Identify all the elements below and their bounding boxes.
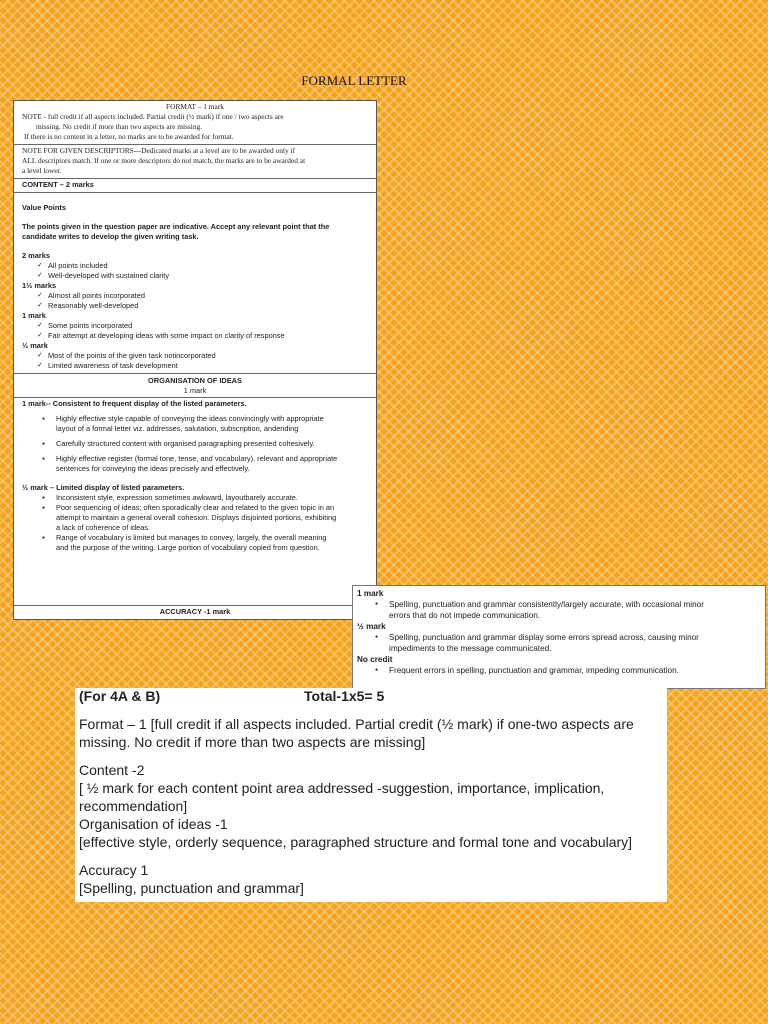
half-mark-item [22,503,368,533]
summary-organisation-line: Organisation of ideas -1 [79,816,228,832]
descriptor-line: ALL descriptors match. If one or more descriptors do not match, the marks are to be awarded at [22,156,306,165]
format-heading: FORMAT – 1 mark [166,102,224,111]
summary-left-heading: (For 4A & B) [79,688,161,704]
accuracy-heading: ACCURACY -1 mark [14,605,376,619]
item-line: impediments to the message communicated. [389,644,552,653]
summary-format-line: Format – 1 [full credit if all aspects included. Partial credit (½ mark) if one-two aspects are [79,716,634,732]
format-note-line: missing. No credit if more than two aspects are missing. [36,122,203,131]
organisation-section [14,397,376,553]
item-line: ● Spelling, punctuation and grammar consistently/largely accurate, with occasional minor [389,600,704,609]
descriptor-line: a level lower. [22,166,62,175]
content-level-label: 2 marks [22,251,50,260]
item-line: a lack of coherence of ideas. [56,523,151,532]
content-section [14,193,376,373]
item-line: ● Range of vocabulary is limited but manages to convey, largely, the overall meaning [56,533,327,542]
content-intro-line: candidate writes to develop the given writing task. [22,232,199,241]
item-line: ● Carefully structured content with organised paragraphing presented cohesively. [56,439,315,448]
descriptor-line: NOTE FOR GIVEN DESCRIPTORS---Dedicated marks at a level are to be awarded only if [22,146,296,155]
accuracy-panel [352,585,766,689]
item-line: attempt to maintain a general overall cohesion. Displays disjointed portions, exhibiting [56,513,337,522]
item-line: ● Highly effective register (formal tone, tense, and vocabulary), relevant and appropriate [56,454,338,463]
half-mark-item [22,533,368,553]
summary-total: Total-1x5= 5 [304,688,385,704]
content-level-item: ✓ Almost all points incorporated [22,291,368,301]
summary-content-line: Content -2 [79,762,145,778]
content-level-label: ½ mark [22,341,48,350]
content-level-item: ✓ Most of the points of the given task notincorporated [22,351,368,361]
summary-format-line: missing. No credit if more than two aspects are missing] [79,734,426,750]
item-line: ● Frequent errors in spelling, punctuation and grammar, impeding communication. [389,666,679,675]
item-line: sentences for conveying the ideas precisely and effectively. [56,464,250,473]
summary-content-line: [ ½ mark for each content point area addressed -suggestion, importance, implication, [79,780,605,796]
summary-panel [75,688,667,902]
content-heading: CONTENT – 2 marks [14,179,376,193]
content-level-item: ✓ Fair attempt at developing ideas with some impact on clarity of response [22,331,368,341]
one-mark-item [22,439,368,449]
accuracy-level-label: No credit [357,655,393,664]
summary-organisation-line: [effective style, orderly sequence, paragraphed structure and formal tone and vocabulary] [79,834,633,850]
content-level-item: ✓ Well-developed with sustained clarity [22,271,368,281]
organisation-subheading: 1 mark [183,386,207,395]
accuracy-level-label: ½ mark [357,622,386,631]
summary-accuracy-line: Accuracy 1 [79,862,149,878]
format-note-line: If there is no content in a letter, no marks are to be awarded for format. [24,132,234,141]
one-mark-item [22,414,368,434]
accuracy-level-item [357,665,761,676]
summary-accuracy-line: [Spelling, punctuation and grammar] [79,880,304,896]
item-line: ● Highly effective style capable of conveying the ideas convincingly with appropriate [56,414,324,423]
item-line: layout of a formal letter viz. addresses, salutation, subscription, andending [56,424,299,433]
format-note-line: NOTE - full credit if all aspects included. Partial credit (½ mark) if one / two aspects are [22,112,284,121]
item-line: ● Inconsistent style, expression sometimes awkward, layoutbarely accurate. [56,493,298,502]
organisation-heading: ORGANISATION OF IDEAS [148,376,242,385]
organisation-header [14,373,376,397]
value-points-label: Value Points [22,203,66,212]
one-mark-label: 1 mark-- Consistent to frequent display of the listed parameters. [22,399,247,408]
content-intro-line: The points given in the question paper are indicative. Accept any relevant point that the [22,222,330,231]
accuracy-level-item [357,632,761,654]
item-line: ● Poor sequencing of ideas; often sporadically clear and related to the given topic in an [56,503,335,512]
page-title: FORMAL LETTER [301,73,407,88]
half-mark-item [22,493,368,503]
content-level-label: 1 mark [22,311,46,320]
accuracy-level-item [357,599,761,621]
item-line: ● Spelling, punctuation and grammar display some errors spread across, causing minor [389,633,699,642]
summary-content-line: recommendation] [79,798,188,814]
accuracy-level-label: 1 mark [357,589,384,598]
content-level-label: 1½ marks [22,281,57,290]
rubric-panel [13,100,377,620]
summary-header [79,688,663,705]
half-mark-label: ½ mark – Limited display of listed parameters. [22,483,185,492]
item-line: errors that do not impede communication. [389,611,541,620]
descriptors-section [14,145,376,179]
content-level-item: ✓ All points included [22,261,368,271]
item-line: and the purpose of the writing. Large portion of vocabulary copied from question. [56,543,320,552]
one-mark-item [22,454,368,474]
content-level-item: ✓ Some points incorporated [22,321,368,331]
content-level-item: ✓ Reasonably well-developed [22,301,368,311]
content-level-item: ✓ Limited awareness of task development [22,361,368,371]
format-section [14,101,376,145]
